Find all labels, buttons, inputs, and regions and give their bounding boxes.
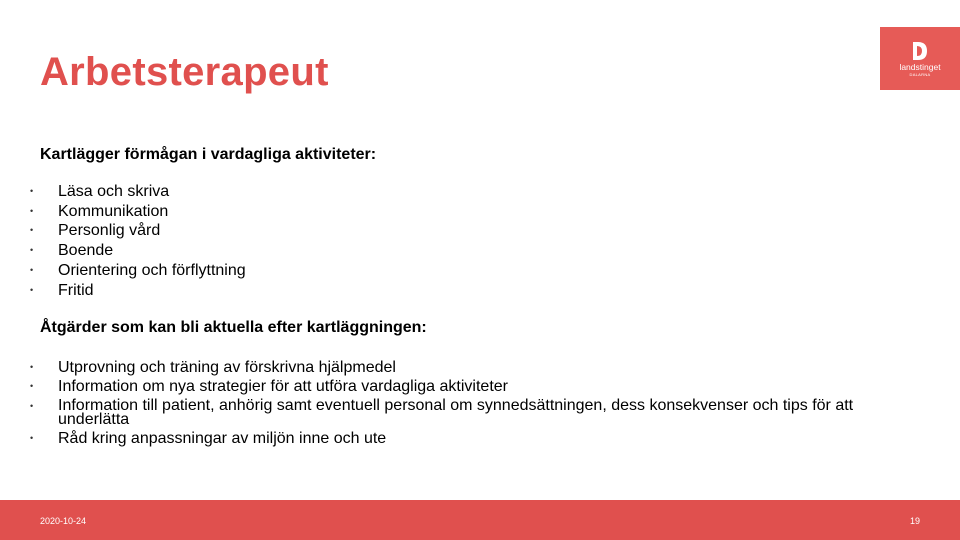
bullet: • <box>30 264 34 275</box>
list-item <box>30 396 910 429</box>
bullet: • <box>30 401 34 411</box>
list-item <box>30 182 246 202</box>
list-item <box>30 358 910 377</box>
bullet: • <box>30 433 34 443</box>
list-item-text: Personlig vård <box>58 222 161 240</box>
bullet: • <box>30 245 34 256</box>
footer-bar <box>0 500 960 540</box>
bullet: • <box>30 225 34 236</box>
bullet: • <box>30 362 34 372</box>
bullet: • <box>30 284 34 295</box>
logo-text: landstinget <box>899 62 941 72</box>
list-item <box>30 377 910 396</box>
list-item <box>30 281 246 301</box>
bullet: • <box>30 381 34 391</box>
list-item <box>30 221 246 241</box>
logo-subtext: DALARNA <box>909 72 931 77</box>
list-item <box>30 261 246 281</box>
list-item-text: Läsa och skriva <box>58 183 170 200</box>
list-item-text: Kommunikation <box>58 202 169 220</box>
list-item-text: Orientering och förflyttning <box>58 261 246 279</box>
list-item-text: Råd kring anpassningar av miljön inne och ute <box>58 430 387 447</box>
bullet: • <box>30 186 34 196</box>
list-item <box>30 202 246 222</box>
landstinget-logo <box>880 27 960 90</box>
list-item-text: Utprovning och träning av förskrivna hjälpmedel <box>58 359 396 376</box>
bullet: • <box>30 205 34 216</box>
section1-heading: Kartlägger förmågan i vardagliga aktiviteter: <box>40 146 377 163</box>
list-item <box>30 241 246 261</box>
page-number: 19 <box>909 516 920 526</box>
list-item-text: Fritid <box>58 281 94 299</box>
logo-mark-icon <box>911 41 929 61</box>
footer-date: 2020-10-24 <box>40 516 87 526</box>
list-item-text: Boende <box>58 242 114 260</box>
section1-list <box>30 182 246 300</box>
list-item <box>30 429 910 448</box>
slide-title: Arbetsterapeut <box>40 50 329 94</box>
section2-heading: Åtgärder som kan bli aktuella efter kartläggningen: <box>40 319 427 336</box>
section2-list <box>30 358 910 448</box>
list-item-text: Information om nya strategier för att utföra vardagliga aktiviteter <box>58 378 508 395</box>
list-item-text: Information till patient, anhörig samt eventuell personal om synnedsättningen, dess konsekvenser och tips för att underlätta <box>58 397 854 428</box>
